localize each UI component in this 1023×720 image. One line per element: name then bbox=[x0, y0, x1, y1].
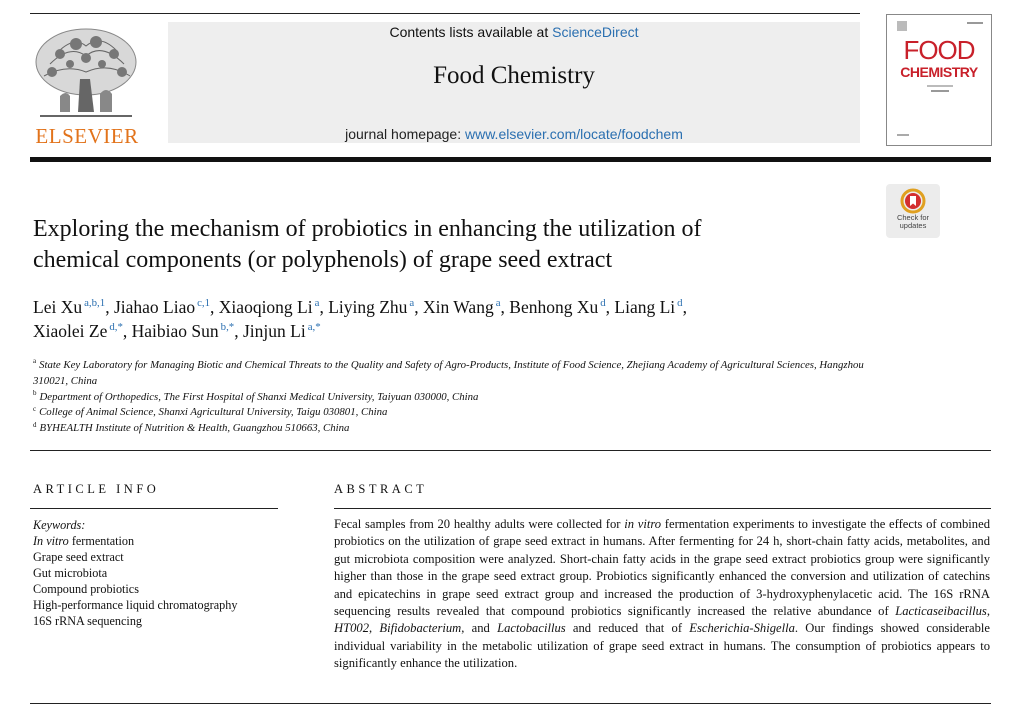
contents-prefix: Contents lists available at bbox=[389, 24, 553, 40]
keyword-text: High-performance liquid chromatography bbox=[33, 598, 238, 612]
cover-editor-name bbox=[931, 90, 949, 92]
author-separator: , bbox=[234, 321, 243, 341]
author-separator: , bbox=[500, 297, 510, 317]
author-name[interactable]: Jinjun Li bbox=[242, 321, 306, 341]
abstract-italic-term: Bifidobacterium bbox=[379, 621, 462, 636]
author[interactable] bbox=[33, 321, 132, 341]
keyword bbox=[33, 565, 323, 581]
abstract-italic-term: HT002 bbox=[334, 621, 369, 636]
author-separator: , bbox=[682, 297, 687, 317]
keyword-text: 16S rRNA sequencing bbox=[33, 614, 143, 628]
abstract-italic-term: in vitro bbox=[624, 517, 662, 531]
author-affiliation-marks[interactable]: d bbox=[600, 297, 606, 310]
cover-title-chemistry: CHEMISTRY bbox=[900, 64, 978, 80]
author-affiliation-marks[interactable]: a bbox=[409, 297, 415, 310]
bookmark-icon bbox=[900, 188, 926, 214]
cover-title-food: FOOD bbox=[903, 35, 975, 65]
contents-line bbox=[168, 24, 860, 40]
abstract-text-segment: and reduced that of bbox=[565, 621, 690, 636]
affiliation bbox=[33, 358, 893, 390]
author-affiliation-marks[interactable]: a bbox=[495, 297, 501, 310]
author-separator: , bbox=[122, 321, 132, 341]
homepage-prefix: journal homepage: bbox=[345, 126, 465, 142]
abstract-rule bbox=[334, 508, 991, 509]
check-updates-line1: Check for bbox=[896, 213, 930, 222]
keyword-text: Gut microbiota bbox=[33, 566, 108, 580]
homepage-link[interactable]: www.elsevier.com/locate/foodchem bbox=[465, 126, 683, 142]
author[interactable] bbox=[614, 297, 687, 317]
keyword-italic: In vitro bbox=[33, 534, 69, 548]
abstract-italic-term: Escherichia-Shigella bbox=[689, 621, 795, 636]
keyword bbox=[33, 533, 323, 549]
cover-footer-mark bbox=[897, 134, 909, 136]
check-updates-label bbox=[886, 214, 940, 230]
keyword bbox=[33, 581, 323, 597]
affiliation-text: College of Animal Science, Shanxi Agricultural University, Taigu 030801, China bbox=[39, 406, 388, 419]
author-name[interactable]: Xin Wang bbox=[423, 297, 494, 317]
keywords-block bbox=[33, 517, 323, 629]
abstract-body bbox=[334, 516, 990, 673]
keyword bbox=[33, 549, 323, 565]
author[interactable] bbox=[509, 297, 614, 317]
article-title bbox=[33, 214, 853, 276]
elsevier-tree-logo bbox=[30, 24, 142, 122]
cover-editor-line bbox=[927, 85, 953, 87]
affiliation-key: a bbox=[33, 357, 37, 366]
author-separator: , bbox=[210, 297, 219, 317]
author-name[interactable]: Xiaolei Ze bbox=[33, 321, 108, 341]
author-separator: , bbox=[319, 297, 329, 317]
affiliation bbox=[33, 421, 893, 437]
author-name[interactable]: Xiaoqiong Li bbox=[218, 297, 313, 317]
keyword-text: fermentation bbox=[68, 534, 135, 548]
author-separator: , bbox=[105, 297, 114, 317]
keyword-text: Grape seed extract bbox=[33, 550, 124, 564]
top-rule bbox=[30, 13, 860, 14]
author-affiliation-marks[interactable]: a,b,1 bbox=[84, 297, 106, 310]
affiliation-key: b bbox=[33, 389, 37, 397]
affiliation-text: Department of Orthopedics, The First Hospital of Shanxi Medical University, Taiyuan 030000, China bbox=[39, 390, 479, 403]
article-title-line1: Exploring the mechanism of probiotics in enhancing the utilization of bbox=[33, 216, 702, 242]
keyword-text: Compound probiotics bbox=[33, 582, 139, 596]
author-name[interactable]: Liying Zhu bbox=[328, 297, 408, 317]
author-affiliation-marks[interactable]: c,1 bbox=[197, 297, 211, 310]
cover-logo-mark bbox=[897, 21, 907, 31]
article-info-rule bbox=[30, 508, 278, 509]
affiliation-text: State Key Laboratory for Managing Biotic and Chemical Threats to the Quality and Safety of Agro-Products, Institute of Food Science, Zhejiang Academy of Agricultural Sciences, Hangzhou 310021, China bbox=[33, 359, 864, 387]
check-updates-line2: updates bbox=[899, 221, 927, 230]
article-title-line2: chemical components (or polyphenols) of grape seed extract bbox=[33, 247, 613, 273]
elsevier-wordmark: ELSEVIER bbox=[35, 124, 139, 148]
author[interactable] bbox=[328, 297, 423, 317]
author-affiliation-marks[interactable]: a,* bbox=[307, 321, 321, 334]
author-name[interactable]: Jiahao Liao bbox=[113, 297, 196, 317]
cover-corner-mark bbox=[967, 22, 983, 24]
article-info-heading: ARTICLE INFO bbox=[33, 482, 160, 496]
author-affiliation-marks[interactable]: d bbox=[677, 297, 683, 310]
abstract-italic-term: Lacticaseibacillus bbox=[895, 604, 987, 619]
header-thick-rule bbox=[30, 157, 991, 162]
author[interactable] bbox=[132, 321, 243, 341]
author[interactable] bbox=[243, 321, 321, 341]
author-affiliation-marks[interactable]: b,* bbox=[220, 321, 235, 334]
author[interactable] bbox=[114, 297, 219, 317]
author[interactable] bbox=[423, 297, 509, 317]
homepage-line bbox=[168, 126, 860, 142]
affiliation-key: c bbox=[33, 404, 37, 413]
abstract-heading: ABSTRACT bbox=[334, 482, 428, 496]
abstract-text-segment: , bbox=[986, 604, 990, 619]
keyword bbox=[33, 613, 323, 629]
author-affiliation-marks[interactable]: a bbox=[314, 297, 320, 310]
abstract-italic-term: Lactobacillus bbox=[497, 621, 566, 636]
abstract-text-segment: fermentation experiments to investigate the effects of combined probiotics on the utilization of grape seed extract in humans. After fermenting for 24 h, short-chain fatty acids, metabolites, and gut microbiota composition were analyzed. Short-chain fatty acids in the grape seed extract probiotics group were significantly higher than those in the grape seed extract group. Probiotics significantly enhanced the conversion and utilization of catechins and epicatechins in grape seed extract group and increased the production of 3-hydroxyphenylacetic acid. The 16S rRNA sequencing results revealed that compound probiotics significantly increased the relative abundance of bbox=[334, 517, 990, 619]
keywords-label: Keywords: bbox=[33, 518, 86, 532]
check-for-updates-button[interactable] bbox=[886, 184, 940, 238]
author[interactable] bbox=[33, 297, 114, 317]
abstract-text-segment: Fecal samples from 20 healthy adults were collected for bbox=[334, 517, 625, 531]
abstract-text-segment: . Our findings showed considerable individual variability in the metabolic utilization of grape seed extract in humans. The consumption of probiotics appears to significantly enhance the utilization. bbox=[334, 621, 990, 671]
affiliation bbox=[33, 390, 893, 406]
affiliation-key: d bbox=[33, 420, 37, 429]
affiliation-rule bbox=[30, 450, 991, 451]
affiliation-list bbox=[33, 358, 893, 437]
author-name[interactable]: Lei Xu bbox=[33, 297, 83, 317]
journal-cover-thumbnail[interactable] bbox=[886, 14, 992, 146]
abstract-text-segment: , and bbox=[461, 621, 498, 636]
author-separator: , bbox=[605, 297, 615, 317]
keyword bbox=[33, 597, 323, 613]
keywords-list bbox=[33, 533, 323, 629]
author-name[interactable]: Haibiao Sun bbox=[131, 321, 219, 341]
author-list bbox=[33, 295, 933, 343]
journal-name: Food Chemistry bbox=[433, 62, 595, 89]
affiliation bbox=[33, 405, 893, 421]
abstract-text-segment: , bbox=[369, 621, 380, 636]
author-separator: , bbox=[414, 297, 423, 317]
bottom-rule bbox=[30, 703, 991, 704]
author[interactable] bbox=[219, 297, 328, 317]
author-name[interactable]: Liang Li bbox=[614, 297, 676, 317]
sciencedirect-link[interactable]: ScienceDirect bbox=[552, 24, 639, 40]
author-name[interactable]: Benhong Xu bbox=[509, 297, 599, 317]
author-affiliation-marks[interactable]: d,* bbox=[109, 321, 123, 334]
affiliation-text: BYHEALTH Institute of Nutrition & Health, Guangzhou 510663, China bbox=[39, 422, 350, 435]
